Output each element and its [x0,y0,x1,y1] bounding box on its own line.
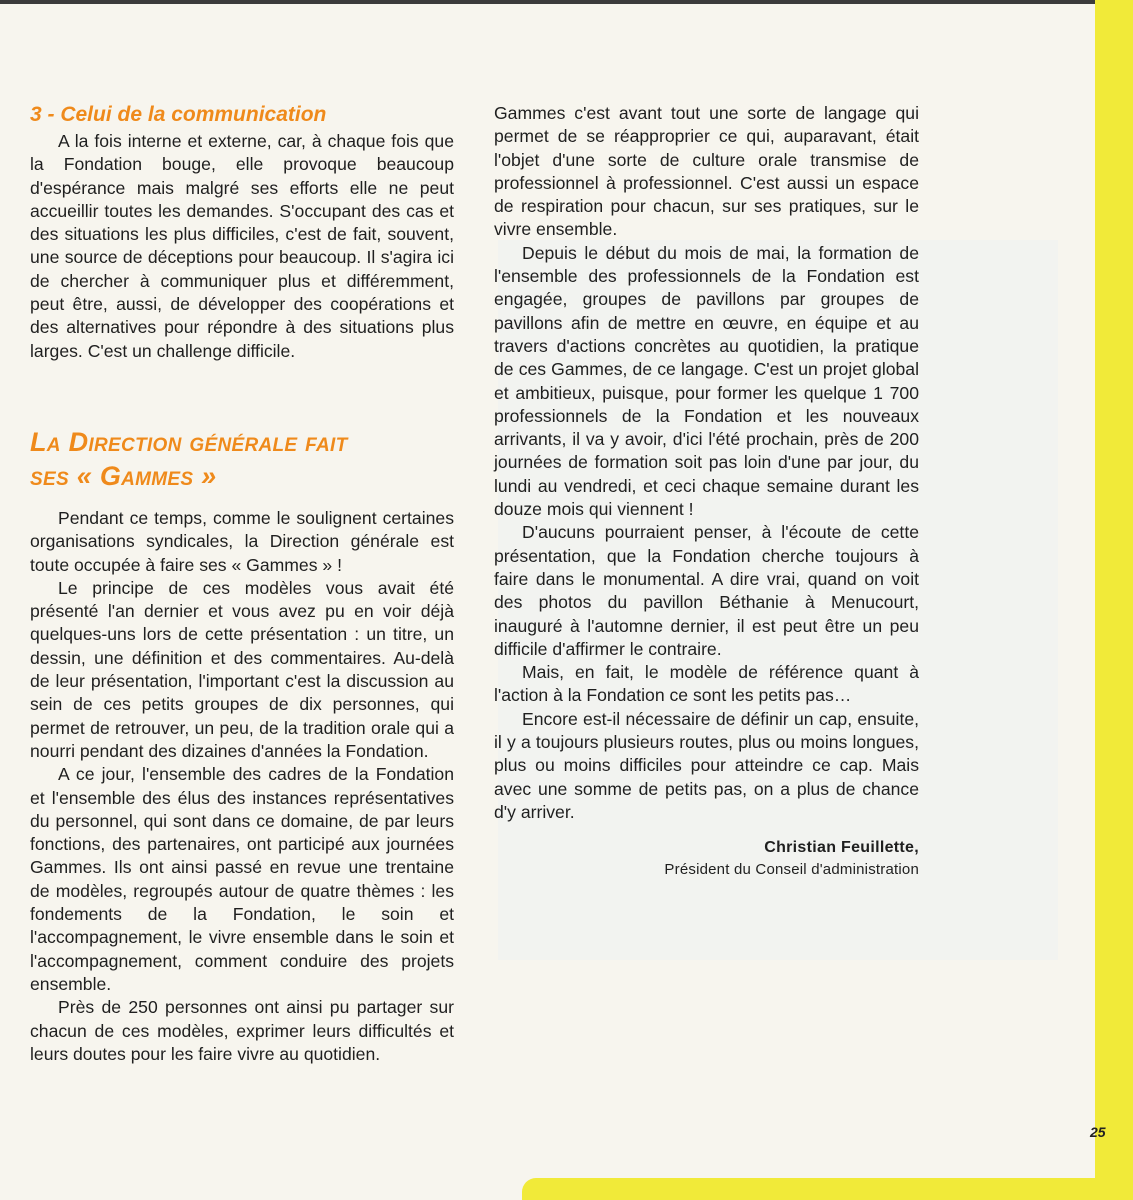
body-paragraph: A ce jour, l'ensemble des cadres de la Fondation et l'ensemble des élus des instances représentatives du personnel, qui sont dans ce domaine, de par leurs fonctions, des partenaires, ont participé aux journées Gammes. Ils ont ainsi passé en revue une trentaine de modèles, regroupés autour de quatre thèmes : les fondements de la Fondation, le soin et l'accompagnement, le vivre ensemble dans le soin et l'accompagnement, comment conduire des projets ensemble. [30,764,454,994]
section-title-line-1: La Direction générale fait [30,426,348,457]
signature-role: Président du Conseil d'administration [664,861,919,879]
body-paragraph: Depuis le début du mois de mai, la formation de l'ensemble des professionnels de la Fondation est engagée, groupes de pavillons par groupes de pavillons afin de mettre en œuvre, en équipe et au travers d'actions concrètes au quotidien, la pratique de ces Gammes, de ce langage. C'est un projet global et ambitieux, puisque, pour former les quelque 1 700 professionnels de la Fondation et les nouveaux arrivants, il va y avoir, d'ici l'été prochain, près de 200 journées de formation soit pas loin d'une par jour, du lundi au vendredi, et ceci chaque semaine durant les douze mois qui viennent ! [494,242,919,520]
communication-paragraph: A la fois interne et externe, car, à chaque fois que la Fondation bouge, elle provoque beaucoup d'espérance mais malgré ses efforts elle ne peut accueillir toutes les demandes. S'occupant des cas et des situations les plus difficiles, c'est de fait, souvent, une source de déceptions pour beaucoup. Il s'agira ici de chercher à communiquer plus et différemment, peut être, aussi, de développer des coopérations et des alternatives pour répondre à des situations plus larges. C'est un challenge difficile. [30,131,454,361]
left-column [30,102,454,1066]
signature-name: Christian Feuillette, [764,839,919,857]
body-paragraph: D'aucuns pourraient penser, à l'écoute de cette présentation, que la Fondation cherche toujours à faire dans le monumental. A dire vrai, quand on voit des photos du pavillon Béthanie à Menucourt, inauguré à l'automne dernier, il est peut être un peu difficile d'affirmer le contraire. [494,522,919,659]
section-title-line-2: ses « Gammes » [30,460,217,491]
right-column [494,102,919,881]
yellow-bottom-band [522,1178,1133,1200]
top-rule [0,0,1133,4]
body-paragraph: Près de 250 personnes ont ainsi pu partager sur chacun de ces modèles, exprimer leurs difficultés et leurs doutes pour les faire vivre au quotidien. [30,997,454,1064]
yellow-side-band [1095,0,1133,1200]
body-paragraph: Le principe de ces modèles vous avait été présenté l'an dernier et vous avez pu en voir déjà quelques-uns lors de cette présentation : un titre, un dessin, une définition et des commentaires. Au-delà de leur présentation, l'important c'est la discussion au sein de ces petits groupes de dix personnes, qui permet de retrouver, un peu, de la tradition orale qui a nourri pendant des dizaines d'années la Fondation. [30,577,454,761]
body-paragraph: Gammes c'est avant tout une sorte de langage qui permet de se réapproprier ce qui, auparavant, était l'objet d'une sorte de culture orale transmise de professionnel à professionnel. C'est aussi un espace de respiration pour chacun, sur ses pratiques, sur le vivre ensemble. [494,103,919,240]
body-paragraph: Mais, en fait, le modèle de référence quant à l'action à la Fondation ce sont les petits pas… [494,662,919,706]
section-title [30,425,454,493]
page-number: 25 [1090,1124,1106,1140]
body-paragraph: Encore est-il nécessaire de définir un cap, ensuite, il y a toujours plusieurs routes, plus ou moins longues, plus ou moins difficiles pour atteindre ce cap. Mais avec une somme de petits pas, on a plus de chance d'y arriver. [494,708,919,822]
communication-subheading: 3 - Celui de la communication [30,103,327,126]
signature-block [494,836,919,881]
body-paragraph: Pendant ce temps, comme le soulignent certaines organisations syndicales, la Direction générale est toute occupée à faire ses « Gammes » ! [30,507,454,575]
